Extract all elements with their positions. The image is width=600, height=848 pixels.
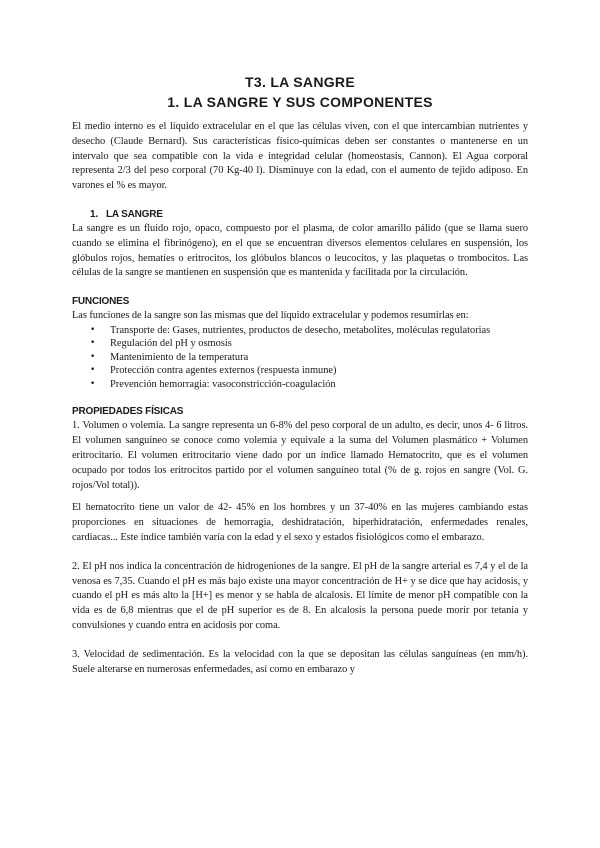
hematocrito-paragraph: El hematocrito tiene un valor de 42- 45% en los hombres y un 37-40% en las mujeres cambiando estas proporciones en situaciones de hemorragia, deshidratación, hiperhidratación, enfermedades renales, cardiacas... Este índice también varía con la edad y el sexo y estados fisiológicos como el embarazo. (72, 502, 528, 544)
document-page (72, 72, 528, 677)
document-title: T3. LA SANGRE (245, 74, 355, 90)
funciones-list (72, 324, 528, 392)
ph-paragraph: 2. El pH nos indica la concentración de hidrogeniones de la sangre. El pH de la sangre arterial es 7,4 y el de la venosa es 7,35. Cuando el pH es más bajo existe una mayor concentración de H+ y se dice que hay acidosis, y cuando el pH es más alto la [H+] es menor y se habla de alcalosis. El límite de menor pH compatible con la vida es de 6,8 mientras que el de pH superior es de 8. En alcalosis la persona puede morir por tetania y convulsiones y cuando entra en acidosis por coma. (72, 560, 528, 632)
list-item: • Transporte de: Gases, nutrientes, productos de desecho, metabolites, moléculas regulatorias (110, 324, 528, 338)
sedimentacion-paragraph: 3. Velocidad de sedimentación. Es la velocidad con la que se depositan las células sanguíneas (en mm/h). Suele alterarse en numerosas enfermedades, así como en embarazo y (72, 648, 528, 675)
propiedades-heading: PROPIEDADES FÍSICAS (72, 406, 184, 418)
volumen-paragraph: 1. Volumen o volemia. La sangre representa un 6-8% del peso corporal de un adulto, es decir, unos 4- 6 litros. El volumen sanguíneo se conoce como volemia y equivale a la suma del Volumen plasmático + Volumen eritrocitario. El volumen eritrocitario viene dado por un índice llamado Hematocrito, que es el volumen ocupado por todos los eritrocitos partido por el volumen sanguíneo total (% de g. rojos en sangre (Vol. G. rojos/Vol total)). (72, 420, 528, 491)
funciones-heading: FUNCIONES (72, 296, 130, 308)
document-subtitle: 1. LA SANGRE Y SUS COMPONENTES (167, 94, 433, 110)
section-title: LA SANGRE (106, 208, 163, 220)
propiedades-section (72, 405, 528, 677)
list-item: • Prevención hemorragia: vasoconstricción-coagulación (110, 378, 528, 392)
section-number: 1. (90, 208, 98, 220)
intro-paragraph: El medio interno es el líquido extracelular en el que las células viven, con el que intercambian nutrientes y desecho (Claude Bernard). Sus características físico-químicas deben ser constantes o mantenerse en un intervalo que sea compatible con la vida e integridad celular (homeostasis, Cannon). El Agua corporal representa 2/3 del peso corporal (70 Kg-40 l). Disminuye con la edad, con el aumento de tejido adiposo. En varones el % es mayor. (72, 121, 528, 192)
funciones-section (72, 295, 528, 391)
la-sangre-paragraph: La sangre es un fluido rojo, opaco, compuesto por el plasma, de color amarillo pálido (que se llama suero cuando se elimina el fibrinógeno), en el que se encuentran diversos elementos celulares en suspensión, los glóbulos rojos, hematíes o eritrocitos, los glóbulos blancos o leucocitos, y las plaquetas o trombocitos. Las células de la sangre se mantienen en suspensión que es mantenida y facilitada por la circulación. (72, 222, 528, 279)
list-item: • Mantenimiento de la temperatura (110, 351, 528, 365)
section-heading-la-sangre (90, 208, 528, 222)
list-item: • Regulación del pH y osmosis (110, 337, 528, 351)
funciones-intro: Las funciones de la sangre son las mismas que del líquido extracelular y podemos resumirlas en: (72, 310, 469, 322)
title-block (72, 72, 528, 112)
list-item: • Protección contra agentes externos (respuesta inmune) (110, 364, 528, 378)
